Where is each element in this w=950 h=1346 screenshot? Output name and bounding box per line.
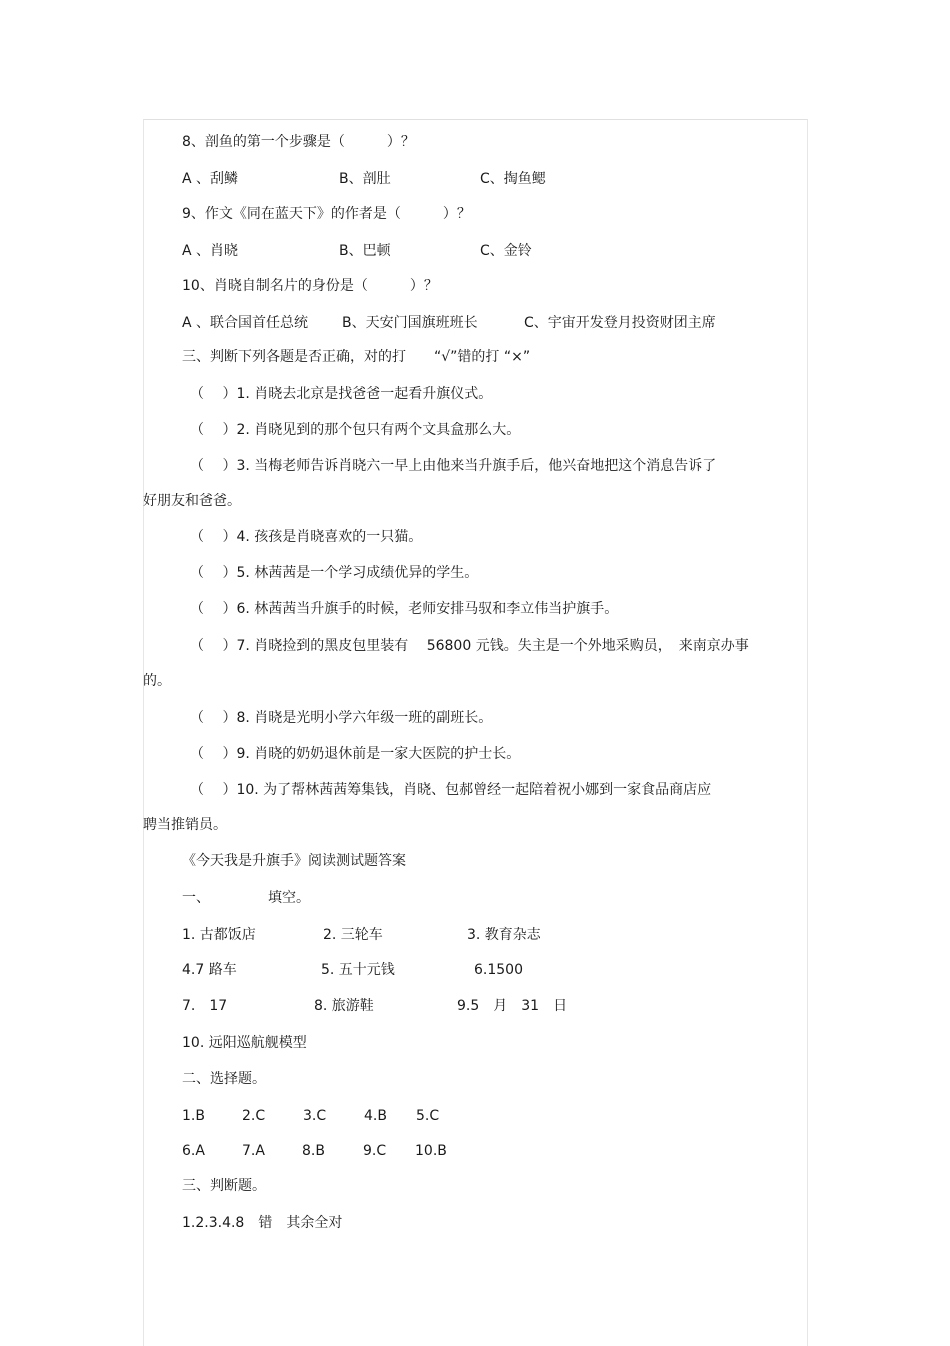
choice-answer-4: 4.B: [364, 1108, 387, 1124]
judge-item-3: （ ）3. 当梅老师告诉肖晓六一早上由他来当升旗手后，他兴奋地把这个消息告诉了: [190, 458, 717, 474]
fill-answer-8: 8. 旅游鞋: [314, 998, 374, 1014]
answers-title: 《今天我是升旗手》阅读测试题答案: [182, 853, 406, 869]
judge-item-2: （ ）2. 肖晓见到的那个包只有两个文具盒那么大。: [190, 422, 521, 438]
answers-sec1-label: 填空。: [268, 890, 310, 906]
judge-answer: 1.2.3.4.8 错 其余全对: [182, 1215, 343, 1231]
answers-sec3: 三、判断题。: [182, 1178, 266, 1194]
q10-option-a: A 、联合国首任总统: [182, 315, 309, 331]
fill-answer-1: 1. 古都饭店: [182, 927, 256, 943]
q10-option-b: B、天安门国旗班班长: [342, 315, 478, 331]
judge-heading: 三、判断下列各题是否正确，对的打 “√”错的打 “×”: [182, 349, 531, 365]
q9-option-c: C、金铃: [480, 243, 532, 259]
choice-answer-9: 9.C: [363, 1143, 387, 1159]
judge-item-1: （ ）1. 肖晓去北京是找爸爸一起看升旗仪式。: [190, 386, 493, 402]
fill-answer-9: 9.5 月 31 日: [457, 998, 568, 1014]
question-9: 9、作文《同在蓝天下》的作者是（ ）？: [182, 206, 471, 222]
choice-answer-10: 10.B: [415, 1143, 447, 1159]
judge-item-4: （ ）4. 孩孩是肖晓喜欢的一只猫。: [190, 529, 423, 545]
choice-answer-3: 3.C: [303, 1108, 327, 1124]
choice-answer-8: 8.B: [302, 1143, 325, 1159]
judge-item-10: （ ）10. 为了帮林茜茜筹集钱，肖晓、包郝曾经一起陪着祝小娜到一家食品商店应: [190, 782, 712, 798]
fill-answer-4: 4.7 路车: [182, 962, 237, 978]
fill-answer-3: 3. 教育杂志: [467, 927, 541, 943]
q9-option-a: A 、肖晓: [182, 243, 239, 259]
judge-item-7: （ ）7. 肖晓捡到的黑皮包里装有 56800 元钱。失主是一个外地采购员， 来南京办事: [190, 638, 749, 654]
question-10: 10、肖晓自制名片的身份是（ ）？: [182, 278, 438, 294]
judge-item-7-cont: 的。: [143, 673, 171, 689]
q10-option-c: C、宇宙开发登月投资财团主席: [524, 315, 716, 331]
choice-answer-6: 6.A: [182, 1143, 205, 1159]
choice-answer-1: 1.B: [182, 1108, 205, 1124]
q8-option-a: A 、刮鳞: [182, 171, 239, 187]
judge-item-3-cont: 好朋友和爸爸。: [143, 493, 241, 509]
q9-option-b: B、巴顿: [339, 243, 391, 259]
choice-answer-5: 5.C: [416, 1108, 440, 1124]
q8-option-b: B、剖肚: [339, 171, 391, 187]
fill-answer-6: 6.1500: [474, 962, 523, 978]
choice-answer-2: 2.C: [242, 1108, 266, 1124]
answers-sec2: 二、选择题。: [182, 1071, 266, 1087]
page-frame: [143, 119, 808, 1346]
fill-answer-2: 2. 三轮车: [323, 927, 383, 943]
judge-item-10-cont: 聘当推销员。: [143, 817, 227, 833]
question-8: 8、剖鱼的第一个步骤是（ ）？: [182, 134, 415, 150]
fill-answer-7: 7. 17: [182, 998, 228, 1014]
judge-item-8: （ ）8. 肖晓是光明小学六年级一班的副班长。: [190, 710, 493, 726]
fill-answer-10: 10. 远阳巡航舰模型: [182, 1035, 307, 1051]
judge-item-5: （ ）5. 林茜茜是一个学习成绩优异的学生。: [190, 565, 479, 581]
fill-answer-5: 5. 五十元钱: [321, 962, 395, 978]
q8-option-c: C、掏鱼鳃: [480, 171, 546, 187]
choice-answer-7: 7.A: [242, 1143, 265, 1159]
judge-item-9: （ ）9. 肖晓的奶奶退休前是一家大医院的护士长。: [190, 746, 521, 762]
judge-item-6: （ ）6. 林茜茜当升旗手的时候，老师安排马驭和李立伟当护旗手。: [190, 601, 619, 617]
answers-sec1-number: 一、: [182, 890, 210, 906]
